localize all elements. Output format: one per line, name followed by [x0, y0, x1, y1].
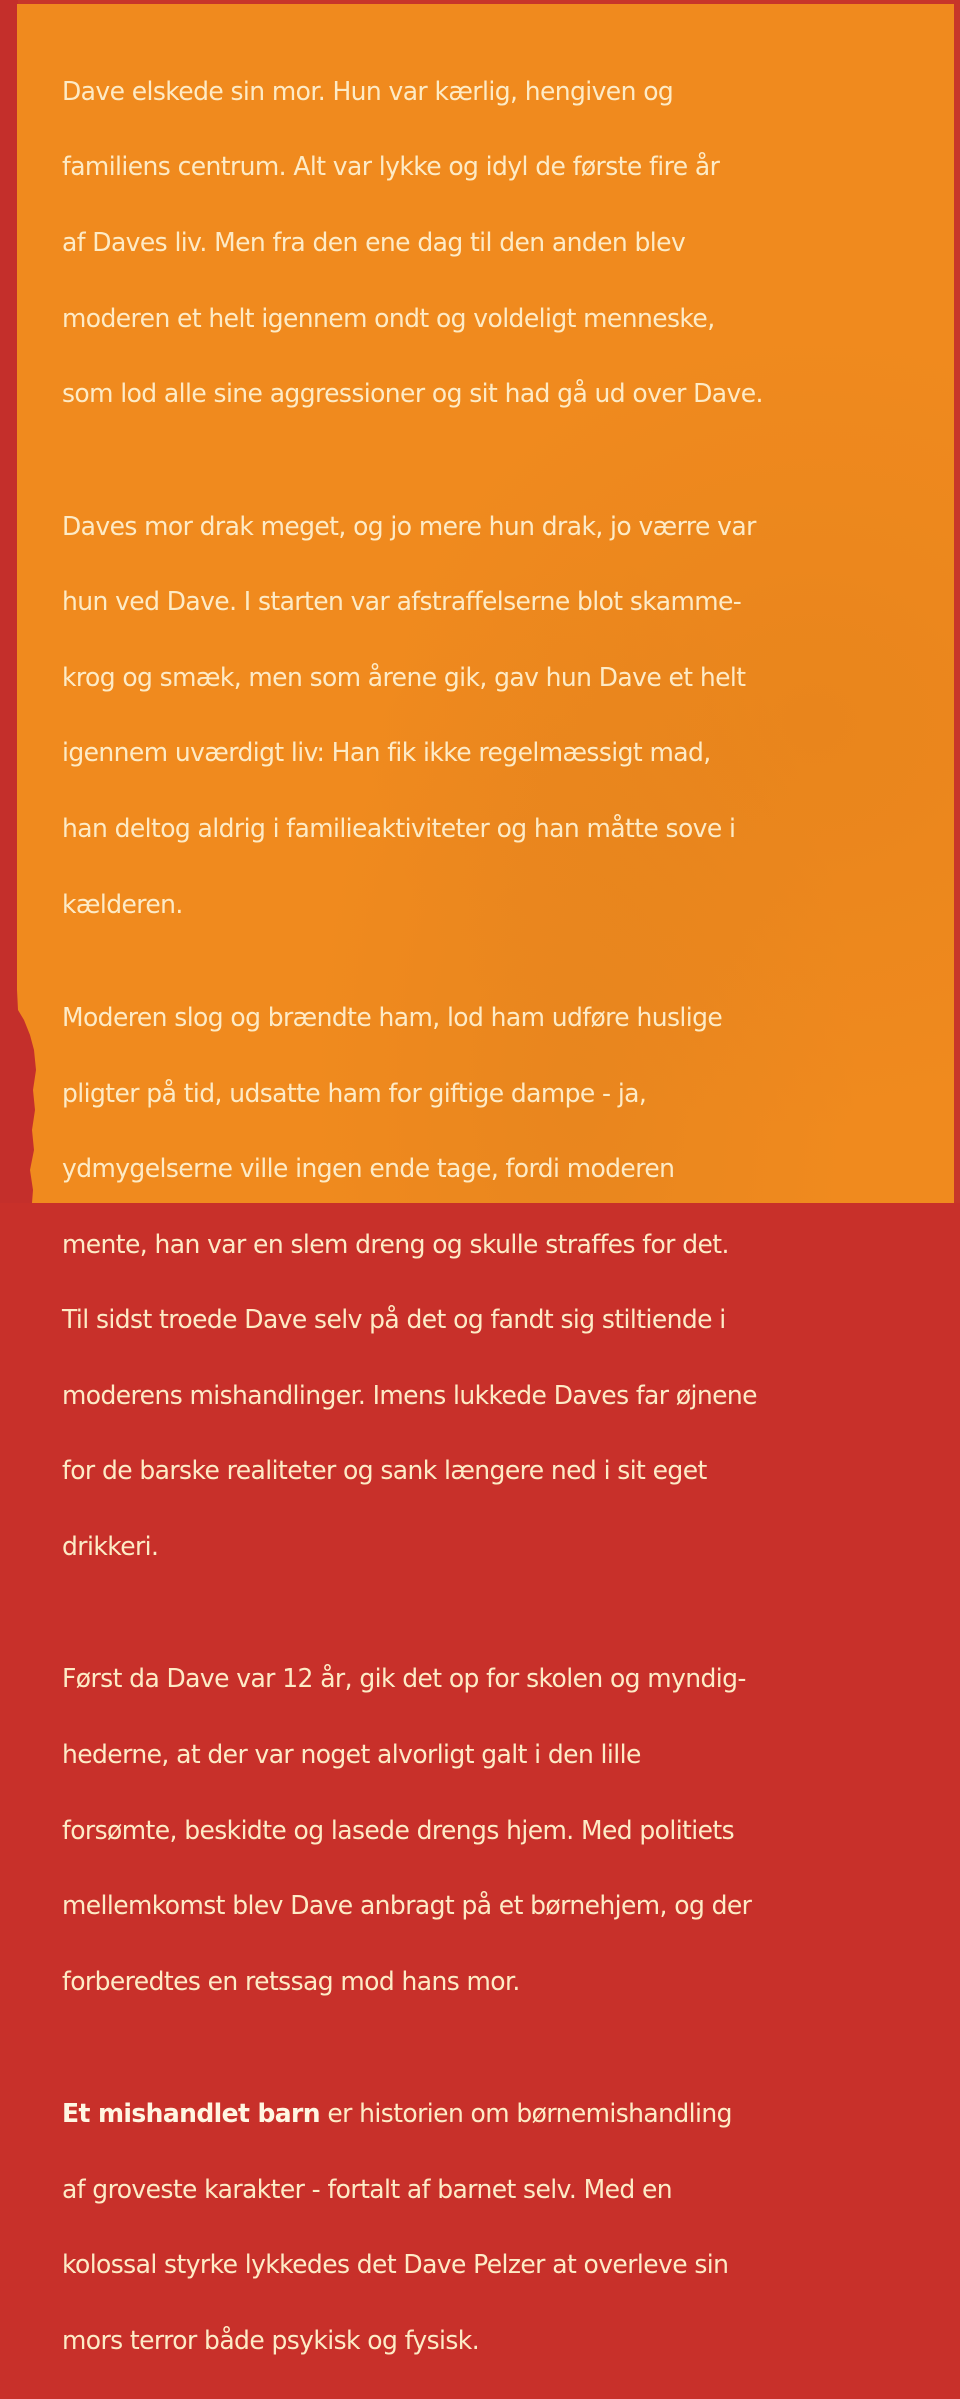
text-line: kolossal styrke lykkedes det Dave Pelzer at overleve sin: [62, 2250, 729, 2281]
text-line: kælderen.: [62, 889, 183, 920]
text-line: af groveste karakter - fortalt af barnet selv. Med en: [62, 2174, 673, 2205]
text-line: mellemkomst blev Dave anbragt på et børnehjem, og der: [62, 1891, 752, 1922]
text-line: ydmygelserne ville ingen ende tage, fordi moderen: [62, 1154, 675, 1185]
text-line: Til sidst troede Dave selv på det og fandt sig stiltiende i: [62, 1305, 726, 1336]
text-line: mors terror både psykisk og fysisk.: [62, 2326, 480, 2357]
text-line: krog og smæk, men som årene gik, gav hun Dave et helt: [62, 662, 746, 693]
book-title-bold: Et mishandlet barn: [62, 2099, 320, 2130]
right-red-border: [954, 0, 960, 1203]
text-line: af Daves liv. Men fra den ene dag til den anden blev: [62, 227, 686, 258]
text-line: igennem uværdigt liv: Han fik ikke regelmæssigt mad,: [62, 738, 711, 769]
text-line: forberedtes en retssag mod hans mor.: [62, 1966, 520, 1997]
text-line: han deltog aldrig i familieaktiviteter og han måtte sove i: [62, 813, 736, 844]
paragraph-1: [62, 36, 924, 452]
text-line: Dave elskede sin mor. Hun var kærlig, hengiven og: [62, 76, 674, 107]
text-line: drikkeri.: [62, 1532, 159, 1563]
text-line: pligter på tid, udsatte ham for giftige dampe - ja,: [62, 1078, 647, 1109]
text-line: moderens mishandlinger. Imens lukkede Daves far øjnene: [62, 1380, 757, 1411]
text-line: Først da Dave var 12 år, gik det op for skolen og myndig-: [62, 1664, 746, 1695]
paragraph-5: [62, 2058, 924, 2398]
text-line: hederne, at der var noget alvorligt galt i den lille: [62, 1740, 641, 1771]
paragraph-gap: [62, 1605, 924, 1624]
text-line: mente, han var en slem dreng og skulle straffes for det.: [62, 1229, 729, 1260]
paragraph-gap: [62, 452, 924, 471]
text-line: Daves mor drak meget, og jo mere hun drak, jo værre var: [62, 511, 756, 542]
text-line: moderen et helt igennem ondt og voldeligt menneske,: [62, 303, 715, 334]
text-line: forsømte, beskidte og lasede drengs hjem. Med politiets: [62, 1815, 735, 1846]
text-line: Moderen slog og brændte ham, lod ham udføre huslige: [62, 1002, 723, 1033]
text-line: for de barske realiteter og sank længere ned i sit eget: [62, 1456, 707, 1487]
paragraph-gap: [62, 2039, 924, 2058]
paragraph-4: [62, 1624, 924, 2040]
text-line: familiens centrum. Alt var lykke og idyl de første fire år: [62, 152, 720, 183]
paragraph-2: [62, 471, 924, 962]
text-run: er historien om børnemishandling: [319, 2099, 732, 2130]
text-line: [62, 2096, 924, 2134]
text-line: som lod alle sine aggressioner og sit had gå ud over Dave.: [62, 379, 763, 410]
text-line: hun ved Dave. I starten var afstraffelserne blot skamme-: [62, 587, 742, 618]
back-cover-blurb: [62, 36, 924, 2399]
torn-edge-decoration: [0, 990, 60, 1203]
paragraph-3: [62, 962, 924, 1605]
